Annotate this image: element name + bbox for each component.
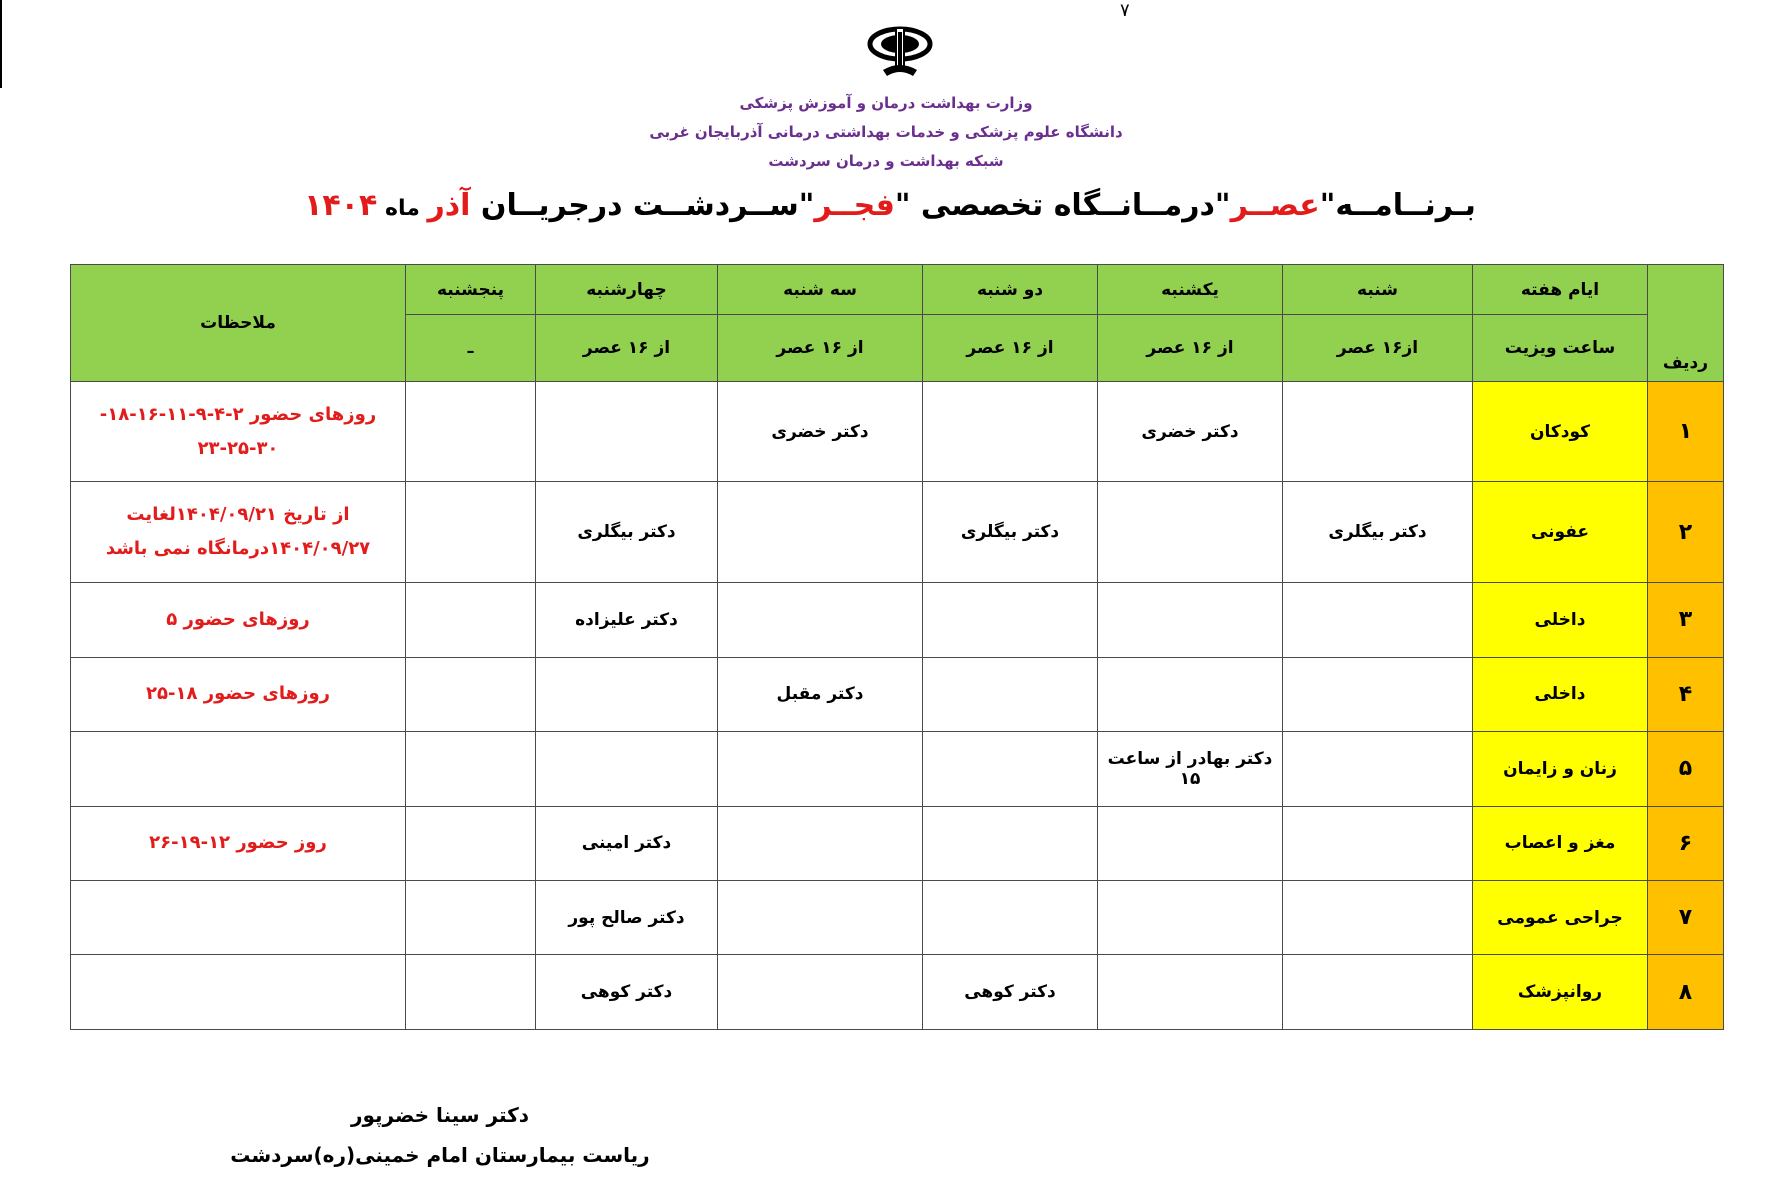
doctor-cell (923, 583, 1098, 657)
doctor-cell (718, 482, 923, 583)
doctor-cell (536, 732, 718, 806)
doctor-cell (923, 806, 1098, 880)
specialty-cell: جراحی عمومی (1473, 881, 1648, 955)
notes-cell (71, 732, 406, 806)
ministry-name: وزارت بهداشت درمان و آموزش پزشکی (739, 94, 1033, 112)
header-day: سه شنبه (718, 265, 923, 315)
specialty-cell: روانپزشک (1473, 955, 1648, 1030)
header-time: از ۱۶ عصر (718, 315, 923, 381)
title-asr: عصــر (1230, 188, 1320, 223)
notes-cell (71, 657, 406, 731)
row-number: ۸ (1648, 955, 1724, 1030)
notes-cell (71, 381, 406, 482)
doctor-cell (536, 657, 718, 731)
doctor-cell (1098, 955, 1283, 1030)
table-row (71, 583, 1724, 657)
header-day: پنجشنبه (406, 265, 536, 315)
ministry-of-health-emblem-icon (865, 22, 935, 82)
schedule-table (70, 264, 1724, 1030)
doctor-cell (1283, 583, 1473, 657)
title-part: بـرنــامــه" (1319, 188, 1476, 223)
title-month: آذر (427, 188, 471, 223)
doctor-cell (1098, 657, 1283, 731)
doctor-cell (406, 657, 536, 731)
network-name: شبکه بهداشت و درمان سردشت (768, 152, 1004, 170)
notes-cell (71, 583, 406, 657)
row-number: ۶ (1648, 806, 1724, 880)
row-number: ۷ (1648, 881, 1724, 955)
row-number: ۴ (1648, 657, 1724, 731)
header-day: یکشنبه (1098, 265, 1283, 315)
signature-name: دکتر سینا خضرپور (350, 1103, 530, 1127)
row-number: ۵ (1648, 732, 1724, 806)
doctor-cell (536, 381, 718, 482)
title-part: "ســردشــت درجریــان (470, 188, 815, 223)
doctor-cell (1283, 732, 1473, 806)
title-year: ۱۴۰۴ (304, 188, 378, 223)
doctor-cell: دکتر بیگلری (536, 482, 718, 583)
notes-cell (71, 881, 406, 955)
specialty-cell: مغز و اعصاب (1473, 806, 1648, 880)
note-line: ۱۴۰۴/۰۹/۲۷درمانگاه نمی باشد (105, 538, 371, 560)
left-margin-rule (0, 0, 2, 88)
header-time: از ۱۶ عصر (923, 315, 1098, 381)
header-radif: ردیف (1648, 265, 1724, 382)
doctor-cell: دکتر علیزاده (536, 583, 718, 657)
specialty-cell: داخلی (1473, 583, 1648, 657)
table-row (71, 732, 1724, 806)
row-number: ۳ (1648, 583, 1724, 657)
doctor-cell (718, 955, 923, 1030)
specialty-cell: داخلی (1473, 657, 1648, 731)
doctor-cell: دکتر بهادر از ساعت ۱۵ (1098, 732, 1283, 806)
doctor-cell: دکتر بیگلری (923, 482, 1098, 583)
doctor-cell (1283, 806, 1473, 880)
note-line: روزهای حضور ۲-۴-۹-۱۱-۱۶-۱۸- (99, 403, 377, 425)
page-title (0, 188, 1750, 223)
doctor-cell (718, 881, 923, 955)
doctor-cell (1098, 806, 1283, 880)
doctor-cell (406, 381, 536, 482)
signature-position: ریاست بیمارستان امام خمینی(ره)سردشت (230, 1143, 650, 1167)
note-line: ۲۳-۲۵-۳۰ (197, 437, 279, 459)
doctor-cell (406, 955, 536, 1030)
header-time: از۱۶ عصر (1283, 315, 1473, 381)
note-line: از تاریخ ۱۴۰۴/۰۹/۲۱لغایت (126, 504, 350, 526)
doctor-cell: دکتر کوهی (536, 955, 718, 1030)
table-row (71, 482, 1724, 583)
doctor-cell (1283, 881, 1473, 955)
title-part: ماه (377, 196, 428, 221)
table-row (71, 955, 1724, 1030)
doctor-cell: دکتر بیگلری (1283, 482, 1473, 583)
doctor-cell (923, 881, 1098, 955)
note-line: روز حضور ۱۲-۱۹-۲۶ (149, 832, 327, 854)
university-name: دانشگاه علوم پزشکی و خدمات بهداشتی درمانی آذربایجان غربی (649, 123, 1123, 141)
doctor-cell (406, 881, 536, 955)
header-time: از ۱۶ عصر (536, 315, 718, 381)
notes-cell (71, 955, 406, 1030)
header-notes: ملاحظات (71, 265, 406, 382)
doctor-cell (1283, 381, 1473, 482)
note-line: روزهای حضور ۵ (166, 608, 310, 630)
title-part: "درمــانــگاه تخصصی " (894, 188, 1231, 223)
doctor-cell: دکتر خضری (1098, 381, 1283, 482)
header-day: دو شنبه (923, 265, 1098, 315)
table-row (71, 881, 1724, 955)
table-row (71, 381, 1724, 482)
notes-cell (71, 806, 406, 880)
note-line: روزهای حضور ۱۸-۲۵ (146, 683, 330, 705)
page-number: ۷ (1120, 0, 1130, 21)
specialty-cell: عفونی (1473, 482, 1648, 583)
doctor-cell: دکتر کوهی (923, 955, 1098, 1030)
doctor-cell (406, 732, 536, 806)
row-number: ۲ (1648, 482, 1724, 583)
doctor-cell: دکتر امینی (536, 806, 718, 880)
header-hours-label: ساعت ویزیت (1473, 315, 1648, 381)
doctor-cell (923, 381, 1098, 482)
doctor-cell: دکتر خضری (718, 381, 923, 482)
doctor-cell (1098, 881, 1283, 955)
header-day: چهارشنبه (536, 265, 718, 315)
header-time: از ۱۶ عصر (1098, 315, 1283, 381)
doctor-cell (1098, 482, 1283, 583)
doctor-cell (406, 482, 536, 583)
doctor-cell (923, 657, 1098, 731)
doctor-cell (718, 806, 923, 880)
notes-cell (71, 482, 406, 583)
doctor-cell (406, 583, 536, 657)
doctor-cell (1283, 955, 1473, 1030)
doctor-cell: دکتر صالح پور (536, 881, 718, 955)
doctor-cell (718, 732, 923, 806)
header-time: ـ (406, 315, 536, 381)
header-day: شنبه (1283, 265, 1473, 315)
table-row (71, 657, 1724, 731)
header-days-label: ایام هفته (1473, 265, 1648, 315)
row-number: ۱ (1648, 381, 1724, 482)
doctor-cell: دکتر مقبل (718, 657, 923, 731)
table-row (71, 806, 1724, 880)
specialty-cell: زنان و زایمان (1473, 732, 1648, 806)
doctor-cell (718, 583, 923, 657)
doctor-cell (406, 806, 536, 880)
specialty-cell: کودکان (1473, 381, 1648, 482)
doctor-cell (1098, 583, 1283, 657)
doctor-cell (923, 732, 1098, 806)
doctor-cell (1283, 657, 1473, 731)
title-fajr: فجــر (814, 188, 895, 223)
